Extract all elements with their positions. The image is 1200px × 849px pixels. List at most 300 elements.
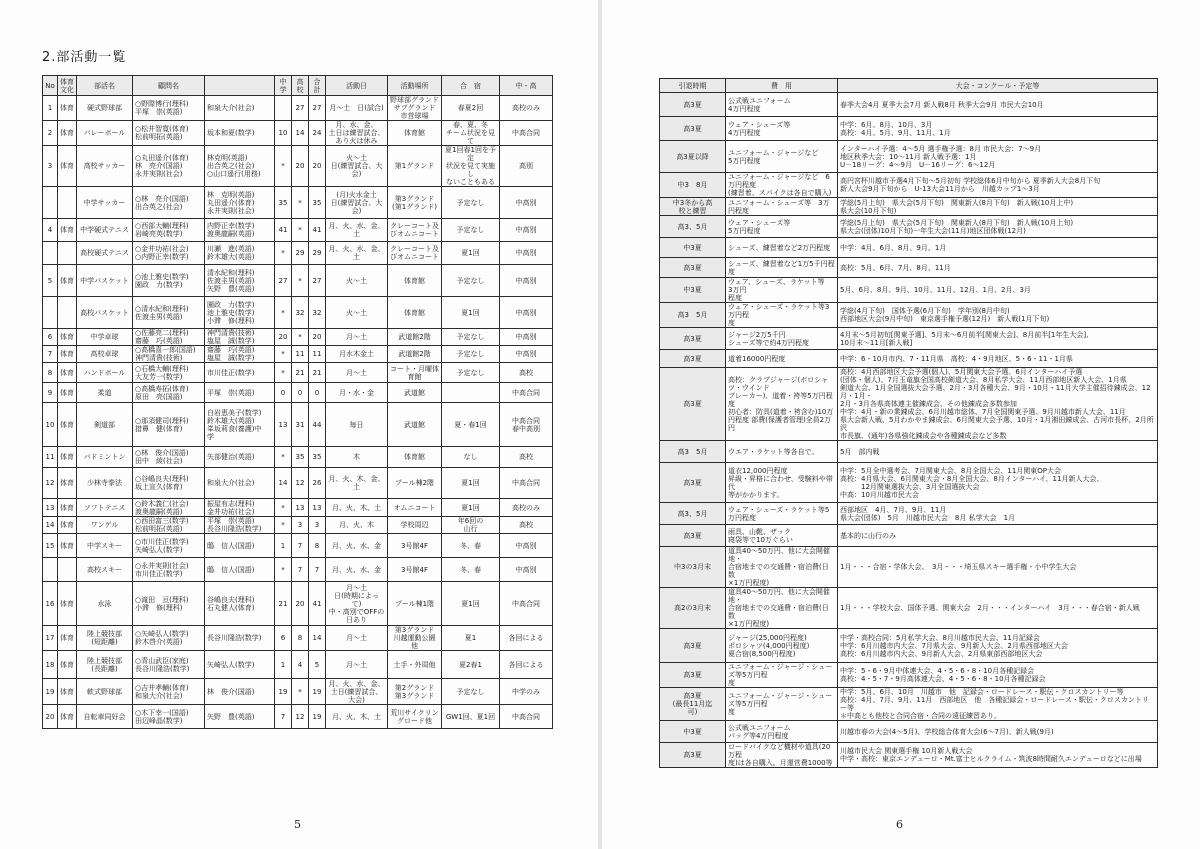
cell-cat: [58, 297, 77, 329]
cell-events: 学総(4月下旬) 国体予選(6月下旬) 学年別(8月中旬) 西部地区大会(9月中旬) 東京選手権予選(12月) 新人戦(1月下旬): [838, 303, 1158, 328]
cell-retire: 中3 8月: [660, 173, 726, 198]
cell-events: 5月 部内戦: [838, 441, 1158, 463]
cell-cost: ユニフォーム・ジャージ・シューズ等5万円程 度: [726, 688, 838, 721]
cell-retire: 中3夏: [660, 238, 726, 258]
table-row: [660, 441, 1158, 463]
table-row: [43, 517, 553, 534]
cell-days: 火～土: [326, 265, 388, 297]
cell-level: 各回による: [500, 626, 553, 651]
cell-hs: 31: [292, 403, 309, 447]
cell-club: 高校サッカー: [77, 146, 133, 187]
cell-retire: 高3夏: [660, 368, 726, 441]
cell-adv2: 和泉大介(社会): [205, 96, 275, 121]
cell-days: 月、火、木、土: [326, 705, 388, 729]
cell-cat: 体育: [58, 705, 77, 729]
table-row: [43, 679, 553, 705]
cell-camp: 予定なし: [442, 346, 500, 363]
cell-jh: 21: [275, 582, 292, 626]
cell-jh: *: [275, 146, 292, 187]
cell-club: 高校卓球: [77, 346, 133, 363]
cell-hs: 21: [292, 363, 309, 383]
cell-level: 中高別: [500, 558, 553, 582]
cell-hs: 3: [292, 517, 309, 534]
cell-level: 中高別: [500, 265, 553, 297]
cell-total: 41: [309, 219, 326, 242]
cell-place: 第2グランド 第3グランド: [388, 679, 442, 705]
cell-level: 中高別: [500, 242, 553, 265]
cell-cost: ウェア・シューズ・ラケット等5万円程度: [726, 503, 838, 525]
cell-level: 中高別: [500, 346, 553, 363]
table-row: [43, 383, 553, 403]
cell-cat: 体育: [58, 582, 77, 626]
cell-total: 14: [309, 626, 326, 651]
cell-days: 月～土 日(試合): [326, 96, 388, 121]
cell-club: 水泳: [77, 582, 133, 626]
cell-club: 高校バスケット: [77, 297, 133, 329]
cell-club: 硬式野球部: [77, 96, 133, 121]
cell-adv1: ○金井功祐(社会) ○内野正幸(数学): [133, 242, 205, 265]
header-cell: No: [43, 76, 58, 96]
cell-jh: *: [275, 363, 292, 383]
cell-events: 高校：5月、6月、7月、8月、11月: [838, 258, 1158, 278]
cell-cost: ジャージ(25,000円程度) ポロシャツ(4,000円程度) 夏合宿(8,500円程度): [726, 629, 838, 663]
cell-cost: 高校：クラブジャージ(ボロシャツ・ウインド ブレーカー)、道着・袴等5万円程度 初心者：防具(道着・袴含む)10万 円程度 部費(保護者管理)全員2万 円: [726, 368, 838, 441]
header-cell: 活動場所: [388, 76, 442, 96]
cell-cat: 体育: [58, 265, 77, 297]
cell-total: 44: [309, 403, 326, 447]
cell-cost: 道具40～50万円、他に大会開催地・ 合宿地までの交通費・宿泊費(日数 ×1万円程度): [726, 588, 838, 629]
page-number: 6: [896, 818, 903, 831]
cell-retire: 高3夏: [660, 463, 726, 503]
cell-camp: 冬、春: [442, 534, 500, 558]
cell-adv1: ○松井智寛(体育) 松前明拓(英語): [133, 121, 205, 146]
cell-jh: *: [275, 499, 292, 517]
cell-total: 8: [309, 534, 326, 558]
cell-days: 月～土 日(時期によっ て) 中・高別でOFFの 日あり: [326, 582, 388, 626]
cell-no: 10: [43, 403, 58, 447]
cell-cat: 体育: [58, 679, 77, 705]
cell-days: 月、火、水、金、土: [326, 219, 388, 242]
cell-adv2: 林 克明(英語) 丸田遥介(体育) 永井実則(社会): [205, 187, 275, 219]
cell-club: 中学バスケット: [77, 265, 133, 297]
cell-retire: 高3夏: [660, 117, 726, 141]
cell-jh: 1: [275, 534, 292, 558]
cell-club: 中学硬式テニス: [77, 219, 133, 242]
cell-level: 高校: [500, 363, 553, 383]
cell-days: 月水木金土: [326, 346, 388, 363]
cell-jh: 35: [275, 187, 292, 219]
cell-events: 川越市民大会 関東選手権 10月新人戦大会 中学・高校：東京エンデューロ・Mt.富士ヒルクライム・筑波8時間耐久エンデューロなどに出場: [838, 743, 1158, 768]
cell-place: オムニコート: [388, 499, 442, 517]
cell-jh: 19: [275, 679, 292, 705]
cell-cat: 体育: [58, 146, 77, 187]
cell-place: 3号館4F: [388, 558, 442, 582]
cell-camp: 夏1回: [442, 582, 500, 626]
cell-camp: 夏2春1: [442, 651, 500, 679]
cell-retire: 高3夏 (最長11月迄 可): [660, 688, 726, 721]
header-cell: 部活名: [77, 76, 133, 96]
cell-jh: 1: [275, 651, 292, 679]
cell-hs: 12: [292, 468, 309, 499]
cell-hs: *: [292, 187, 309, 219]
cell-adv1: ○矢崎弘人(数学) 鈴木啓介(英語): [133, 626, 205, 651]
cell-days: 月～土: [326, 626, 388, 651]
cell-retire: 高3夏以降: [660, 141, 726, 173]
cell-jh: 20: [275, 329, 292, 346]
table-row: [660, 303, 1158, 328]
cell-cost: シューズ、練習着など2万円程度: [726, 238, 838, 258]
cell-adv2: 林 俊介(国語): [205, 679, 275, 705]
cell-cat: [58, 242, 77, 265]
cell-adv2: 齋藤 巧(英語) 塩屋 誠(数学): [205, 346, 275, 363]
table-row: [660, 198, 1158, 216]
cell-cost: 雨具、山靴、ザック 寝袋等で10万ぐらい: [726, 525, 838, 547]
cell-camp: 冬、春: [442, 558, 500, 582]
cell-level: 中高合同: [500, 582, 553, 626]
cell-total: 20: [309, 329, 326, 346]
cell-no: [43, 242, 58, 265]
cell-retire: 中3夏: [660, 278, 726, 303]
cell-days: 月、火、木、金、土: [326, 468, 388, 499]
cell-jh: *: [275, 558, 292, 582]
cell-hs: 8: [292, 626, 309, 651]
cell-camp: GW1回、夏1回: [442, 705, 500, 729]
cell-jh: 6: [275, 626, 292, 651]
fee-schedule-table: [659, 78, 1158, 768]
cell-adv2: 鴟 信人(国語): [205, 534, 275, 558]
cell-no: [43, 187, 58, 219]
cell-adv1: ○吉井孝輔(体育) 和泉大介(社会): [133, 679, 205, 705]
cell-hs: 13: [292, 499, 309, 517]
table-row: [43, 499, 553, 517]
cell-no: 15: [43, 534, 58, 558]
cell-no: 17: [43, 626, 58, 651]
table-row: [660, 503, 1158, 525]
cell-adv1: ○谷嶋良夫(理科) 坂上宣久(体育): [133, 468, 205, 499]
table-row: [43, 297, 553, 329]
cell-cost: 公式戦ユニフォーム バッグ等4万円程度: [726, 721, 838, 743]
cell-camp: [442, 383, 500, 403]
cell-camp: 予定なし: [442, 329, 500, 346]
cell-adv2: 園政 力(数学) 池上雅史(数学) 小滞 修(理科): [205, 297, 275, 329]
cell-jh: 10: [275, 121, 292, 146]
cell-adv1: ○石橋大輔(理科) 大友芳一(数学): [133, 363, 205, 383]
cell-no: 16: [43, 582, 58, 626]
cell-adv1: ○西田富三(数学) 松前明拓(英語): [133, 517, 205, 534]
table-row: [43, 468, 553, 499]
cell-club: 中学卓球: [77, 329, 133, 346]
table-row: [660, 238, 1158, 258]
club-table-header-row: [43, 76, 553, 96]
cell-hs: 14: [292, 121, 309, 146]
cell-total: 32: [309, 297, 326, 329]
cell-days: 月、水、金、 土日は練習試合、 あり火は休み: [326, 121, 388, 146]
header-cell: 活動日: [326, 76, 388, 96]
cell-hs: 4: [292, 651, 309, 679]
header-cell: 大会・コンクール・予定等: [838, 79, 1158, 93]
cell-adv2: 内野正幸(数学) 渡奥龍嗣(英語): [205, 219, 275, 242]
cell-club: 中学スキー: [77, 534, 133, 558]
cell-retire: 高3、5月: [660, 503, 726, 525]
cell-camp: 春夏2回: [442, 96, 500, 121]
header-cell: 合 宿: [442, 76, 500, 96]
cell-days: 月、火、木: [326, 517, 388, 534]
cell-jh: 14: [275, 468, 292, 499]
table-row: [660, 278, 1158, 303]
cell-level: 高校: [500, 447, 553, 468]
cell-events: 中学：5月全中選考会、7月関東大会、8月全国大会、11月関東OP大会 高校：4月県大会、6月関東大会・8月全国大会、8月インターハイ、11月新人大会、 12月関東選抜大会、3月全国選抜大会 中高：10月川越市民大会: [838, 463, 1158, 503]
cell-club: 剣道部: [77, 403, 133, 447]
table-row: [660, 258, 1158, 278]
cell-days: 木: [326, 447, 388, 468]
header-cell: 顧問名: [133, 76, 205, 96]
cell-total: 35: [309, 187, 326, 219]
cell-total: 3: [309, 517, 326, 534]
table-row: [43, 558, 553, 582]
cell-adv2: 清水紀和(理科) 佐渡圭男(英語) 矢野 豊(英語): [205, 265, 275, 297]
table-row: [660, 721, 1158, 743]
cell-hs: 12: [292, 705, 309, 729]
cell-events: 川越市春の大会(4～5月)、学校総合体育大会(6～7月)、新人戦(9月): [838, 721, 1158, 743]
cell-cat: 体育: [58, 329, 77, 346]
cell-total: 24: [309, 121, 326, 146]
cell-hs: 32: [292, 297, 309, 329]
cell-cat: 体育: [58, 363, 77, 383]
cell-cost: ウエア・ラケット等各自で。: [726, 441, 838, 463]
cell-jh: 41: [275, 219, 292, 242]
cell-events: 中学：4月、6月、8月、9月、1月: [838, 238, 1158, 258]
cell-retire: 高3 5月: [660, 303, 726, 328]
cell-level: 中高別: [500, 187, 553, 219]
table-row: [43, 187, 553, 219]
header-cell: 体育 文化: [58, 76, 77, 96]
cell-days: 月・水・金: [326, 383, 388, 403]
cell-events: 西部地区 4月、7月、9月、11月 県大会(団体) 5月 川越市民大会 8月 私学大会 1月: [838, 503, 1158, 525]
cell-adv2: 平塚 崇(英語): [205, 383, 275, 403]
table-row: [660, 663, 1158, 688]
cell-no: 20: [43, 705, 58, 729]
cell-events: 5月、6月、8月、9月、10月、11月、12月、1月、2月、3月: [838, 278, 1158, 303]
table-row: [660, 463, 1158, 503]
cell-level: 中高合同: [500, 705, 553, 729]
cell-adv2: 矢部健治(英語): [205, 447, 275, 468]
cell-club: 軟式野球部: [77, 679, 133, 705]
cell-jh: *: [275, 242, 292, 265]
table-row: [660, 173, 1158, 198]
cell-adv1: ○清水紀和(理科) 佐渡圭男(英語): [133, 297, 205, 329]
cell-cat: 体育: [58, 534, 77, 558]
table-row: [660, 93, 1158, 117]
cell-camp: 予定なし: [442, 219, 500, 242]
cell-hs: 35: [292, 447, 309, 468]
table-row: [660, 117, 1158, 141]
header-cell: 合計: [309, 76, 326, 96]
cell-retire: 高3夏: [660, 258, 726, 278]
table-row: [43, 346, 553, 363]
cell-club: 自転車同好会: [77, 705, 133, 729]
cell-place: 荒川サイクリン グロード他: [388, 705, 442, 729]
cell-days: 火～土 日(練習試合、大 会): [326, 146, 388, 187]
cell-events: 中学：6月、8月、10月、3月 高校：4月、5月、9月、11月、1月: [838, 117, 1158, 141]
cell-level: 各回による: [500, 651, 553, 679]
cell-cost: ウェア・シューズ・ラケット等3万円程 度: [726, 303, 838, 328]
cell-events: 春季大会4月 夏季大会7月 新人戦8月 秋季大会9月 市民大会10月: [838, 93, 1158, 117]
cell-no: 7: [43, 346, 58, 363]
cell-no: 5: [43, 265, 58, 297]
cell-cat: 体育: [58, 403, 77, 447]
table-row: [660, 350, 1158, 368]
cell-no: [43, 558, 58, 582]
cell-hs: *: [292, 679, 309, 705]
cell-no: 4: [43, 219, 58, 242]
cell-total: 11: [309, 346, 326, 363]
table-row: [660, 688, 1158, 721]
right-page: [602, 0, 1200, 849]
cell-jh: *: [275, 346, 292, 363]
cell-level: 中高合同 春中高別: [500, 403, 553, 447]
cell-cost: ユニフォーム・ジャージなど 6万円程度 (練習着、スパイクは各自で購入): [726, 173, 838, 198]
cell-cost: ユニフォーム・シューズ等 3万円程度: [726, 198, 838, 216]
cell-camp: 予定なし: [442, 363, 500, 383]
table-row: [43, 403, 553, 447]
cell-adv1: ○市川佳正(数学) 矢崎弘人(数学): [133, 534, 205, 558]
table-row: [660, 588, 1158, 629]
cell-level: 高校: [500, 517, 553, 534]
cell-jh: 7: [275, 705, 292, 729]
cell-retire: 高3夏: [660, 328, 726, 350]
cell-level: 中学のみ: [500, 679, 553, 705]
cell-days: 月～土: [326, 651, 388, 679]
cell-club: 高校硬式テニス: [77, 242, 133, 265]
cell-cost: ジャージ2万5千円 シューズ等で約4万円程度: [726, 328, 838, 350]
cell-level: 高別: [500, 146, 553, 187]
cell-adv1: ○丸田遥介(体育) 林 亮介(国語) 永井実則(社会): [133, 146, 205, 187]
cell-level: 中高合同: [500, 121, 553, 146]
cell-retire: 中3夏: [660, 721, 726, 743]
cell-club: 少林寺拳法: [77, 468, 133, 499]
cell-place: 武道館: [388, 403, 442, 447]
cell-cat: 体育: [58, 219, 77, 242]
cell-place: 武道館: [388, 383, 442, 403]
cell-adv1: ○木下幸一(国語) 田辺峰晶(数学): [133, 705, 205, 729]
cell-camp: 予定なし: [442, 265, 500, 297]
cell-cost: 道衣12,000円程度 昇級・昇格に合わせ、受験料や帯代 等がかかります。: [726, 463, 838, 503]
cell-jh: *: [275, 447, 292, 468]
cell-hs: 7: [292, 558, 309, 582]
cell-no: 8: [43, 363, 58, 383]
cell-camp: 夏1回: [442, 242, 500, 265]
cell-camp: 夏1回春1回を予定 状況を見て実施し ないこともある: [442, 146, 500, 187]
cell-hs: *: [292, 219, 309, 242]
cell-days: 月、火、水、金: [326, 534, 388, 558]
cell-camp: 春、夏、冬 チーム状況を見て: [442, 121, 500, 146]
cell-club: ワンゲル: [77, 517, 133, 534]
cell-total: 41: [309, 582, 326, 626]
cell-adv1: ○林 亮介(国語) 出合英之(社会): [133, 187, 205, 219]
cell-club: 陸上競技部 (長距離): [77, 651, 133, 679]
cell-camp: 夏1回: [442, 297, 500, 329]
cell-adv2: 矢野 豊(英語): [205, 705, 275, 729]
cell-cost: ユニフォーム・ジャージ・シューズ等5万円程 度: [726, 663, 838, 688]
cell-camp: なし: [442, 447, 500, 468]
cell-retire: 高3夏: [660, 743, 726, 768]
cell-events: 高校：4月西部地区大会予選(個人)、5月関東大会予選、6月インターハイ予選 (団体・個人)、7月玉竜旗全国高校剣道大会、8月私学大会、11月西部地区新人大会、1月県 剣道大会、1月全国選抜大会予選、2月・3月各種大会、9月・10月・11月大学主催招待錬成会、12月・1月・ 2月・3月各県高体連主催錬成会、その他錬成会多数参加 中学：4月・新の業錬成会、6月川越市総体、7月全国関東予選、9月川越市新人大会、11月 県大会新人戦、5月わかやま錬成会、6月関東大会予選、10月・1月湘田錬成会、古河市長杯、2月所沢 市長旗、(通年)各県強化錬成会や各種錬成会など多数: [838, 368, 1158, 441]
cell-level: 中高合同: [500, 383, 553, 403]
table-row: [43, 121, 553, 146]
cell-retire: 高3夏: [660, 663, 726, 688]
cell-hs: 7: [292, 534, 309, 558]
cell-days: (月)火水金土 日(練習試合、大 会): [326, 187, 388, 219]
cell-adv1: ○高橋寿拓(体育) 原田 亮(国語): [133, 383, 205, 403]
cell-place: 体育館: [388, 265, 442, 297]
cell-no: 11: [43, 447, 58, 468]
table-row: [43, 329, 553, 346]
cell-place: 野球部グランド サブグランド 市営球場: [388, 96, 442, 121]
cell-cat: 体育: [58, 346, 77, 363]
cell-cost: 公式戦ユニフォーム 4万円程度: [726, 93, 838, 117]
cell-total: 26: [309, 468, 326, 499]
cell-adv2: 和泉大介(社会): [205, 468, 275, 499]
header-cell: [205, 76, 275, 96]
cell-retire: 高3 5月: [660, 441, 726, 463]
cell-camp: 夏1回: [442, 468, 500, 499]
cell-total: 35: [309, 447, 326, 468]
cell-events: 学総(5月上旬) 県大会(5月下旬) 関東新人(8月下旬) 新人戦(10月上旬) 県大会(団体)10月下旬)一年生大会(11月)地区団体戦(12月): [838, 216, 1158, 238]
cell-camp: 夏1: [442, 626, 500, 651]
cell-adv2: 市川佳正(数学): [205, 363, 275, 383]
cell-retire: 高3夏: [660, 629, 726, 663]
cell-retire: 高3、5月: [660, 216, 726, 238]
cell-retire: 中3冬から高 校と練習: [660, 198, 726, 216]
table-row: [660, 141, 1158, 173]
cell-no: 1: [43, 96, 58, 121]
club-activity-table: [42, 75, 553, 729]
cell-events: 学総(5月上旬) 県大会(5月下旬) 関東新人(8月下旬) 新人戦(10月上中) 県大会(10月下旬): [838, 198, 1158, 216]
cell-adv2: 平塚 崇(英語) 長谷川隆浩(数学): [205, 517, 275, 534]
cell-hs: *: [292, 329, 309, 346]
table-row: [660, 547, 1158, 588]
table-row: [43, 242, 553, 265]
cell-place: クレーコート及 びオムニコート: [388, 242, 442, 265]
cell-club: ソフトテニス: [77, 499, 133, 517]
cell-camp: 予定なし: [442, 679, 500, 705]
cell-hs: 0: [292, 383, 309, 403]
table-row: [43, 582, 553, 626]
cell-total: 7: [309, 558, 326, 582]
cell-place: 体育館: [388, 121, 442, 146]
cell-events: 1月・・・学校大会、国体予選、関東大会 2月・・・インターハイ 3月・・・春合宿・新人戦: [838, 588, 1158, 629]
cell-level: 中高別: [500, 297, 553, 329]
cell-club: バドミントン: [77, 447, 133, 468]
cell-hs: 11: [292, 346, 309, 363]
table-row: [660, 368, 1158, 441]
cell-camp: 年6回の 山行: [442, 517, 500, 534]
cell-level: 高校のみ: [500, 96, 553, 121]
cell-place: 体育館: [388, 297, 442, 329]
cell-club: 中学サッカー: [77, 187, 133, 219]
cell-place: コート・月曜体育館: [388, 363, 442, 383]
cell-club: 柔道: [77, 383, 133, 403]
cell-cost: ロードバイクなど機材や道具(20万程 度)は各自購入。月運営費1000等: [726, 743, 838, 768]
cell-place: 体育館: [388, 447, 442, 468]
cell-days: 月～土: [326, 363, 388, 383]
table-row: [43, 265, 553, 297]
header-cell: 引退時期: [660, 79, 726, 93]
cell-place: 第3グランド (第1グランド): [388, 187, 442, 219]
cell-cost: ウェア、シューズ、ラケット等 3万円 程度: [726, 278, 838, 303]
cell-adv2: 白岩恵美子(数学) 鈴木雄大(英語) 峯坂莉食(養護)中 学: [205, 403, 275, 447]
cell-events: 高円宮杯川越市予選4月下旬～5月初旬 学校総体6月中旬から 夏季新人大会8月下旬 新人大会9月下旬から U-13大会11月から 川越カップ1～3月: [838, 173, 1158, 198]
